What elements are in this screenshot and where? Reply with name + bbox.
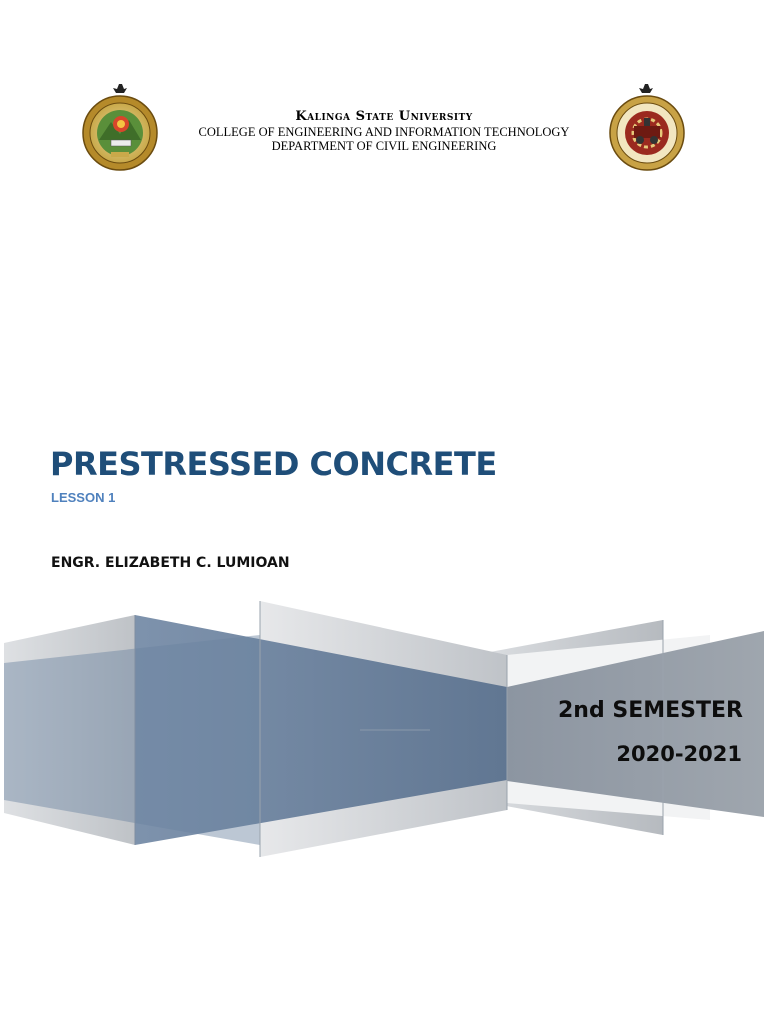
- document-title: PRESTRESSED CONCRETE: [50, 445, 497, 483]
- decorative-banner: [0, 595, 768, 865]
- university-heading: [168, 108, 600, 153]
- document-header: [0, 0, 768, 200]
- author-name: ENGR. ELIZABETH C. LUMIOAN: [51, 555, 290, 571]
- lesson-label: LESSON 1: [51, 490, 116, 505]
- university-name: Kalinga State University: [295, 109, 473, 124]
- department-name: DEPARTMENT OF CIVIL ENGINEERING: [271, 139, 497, 153]
- semester-label: 2nd SEMESTER: [558, 698, 743, 723]
- university-seal-icon: [75, 82, 165, 172]
- school-year: 2020-2021: [616, 742, 742, 766]
- college-name: COLLEGE OF ENGINEERING AND INFORMATION TECHNOLOGY: [198, 125, 570, 139]
- college-seal-icon: [604, 82, 690, 172]
